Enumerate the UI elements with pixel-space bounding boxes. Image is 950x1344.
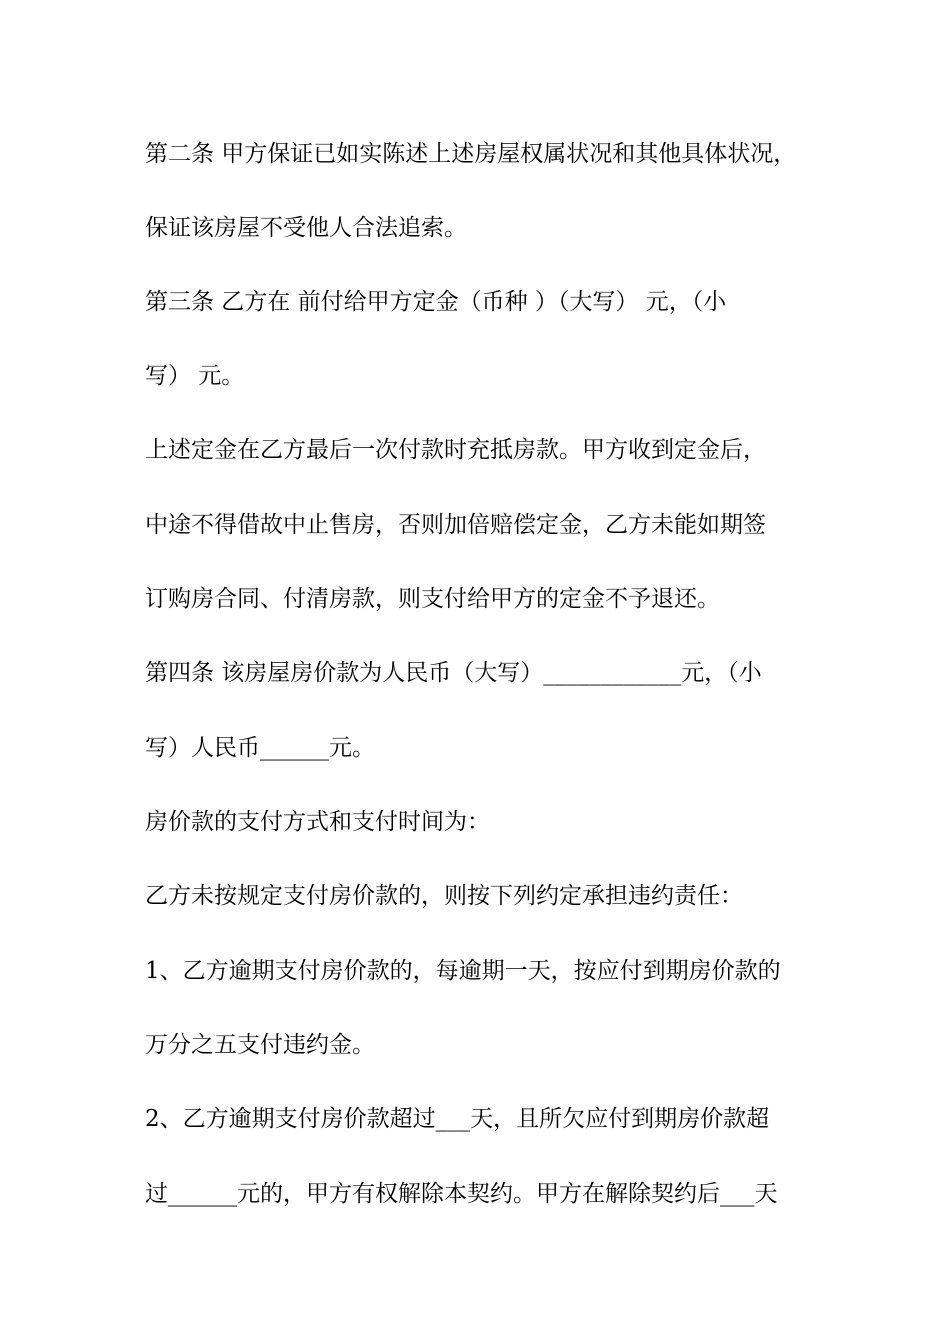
text-line-10: 房价款的支付方式和支付时间为： xyxy=(145,809,490,835)
text-line-1: 第二条 甲方保证已如实陈述上述房屋权属状况和其他具体状况， xyxy=(145,141,797,167)
text-line-8: 第四条 该房屋房价款为人民币（大写）____________元，（小 xyxy=(145,660,762,686)
text-line-3: 第三条 乙方在 前付给甲方定金（币种 ）（大写） 元，（小 xyxy=(145,289,727,315)
text-line-9: 写）人民币______元。 xyxy=(145,735,375,761)
text-line-7: 订购房合同、付清房款，则支付给甲方的定金不予退还。 xyxy=(145,586,720,612)
text-line-2: 保证该房屋不受他人合法追索。 xyxy=(145,215,467,241)
text-line-13: 万分之五支付违约金。 xyxy=(145,1032,375,1058)
text-line-11: 乙方未按规定支付房价款的，则按下列约定承担违约责任： xyxy=(145,883,743,909)
text-line-15: 过______元的，甲方有权解除本契约。甲方在解除契约后___天 xyxy=(145,1181,778,1207)
text-line-14: 2、乙方逾期支付房价款超过___天，且所欠应付到期房价款超 xyxy=(145,1106,770,1132)
text-line-5: 上述定金在乙方最后一次付款时充抵房款。甲方收到定金后， xyxy=(145,437,766,463)
text-line-6: 中途不得借故中止售房，否则加倍赔偿定金，乙方未能如期签 xyxy=(145,512,766,538)
text-line-12: 1、乙方逾期支付房价款的，每逾期一天，按应付到期房价款的 xyxy=(145,958,781,984)
text-line-4: 写） 元。 xyxy=(145,363,245,389)
